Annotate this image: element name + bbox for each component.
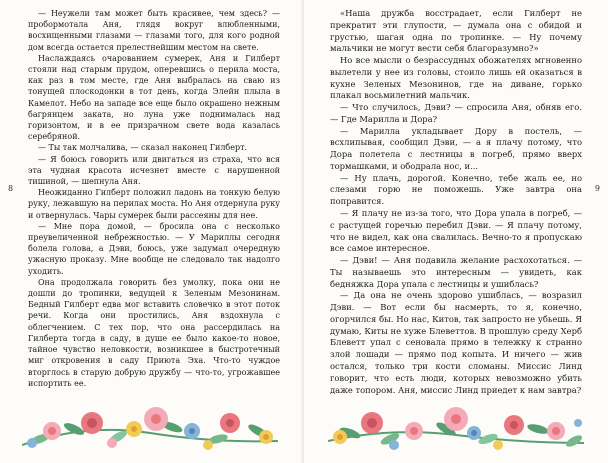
flower-garland-icon (22, 393, 278, 455)
paragraph: Но все мысли о безрассудных обожателях мгновенно вылетели у нее из головы, стоило лишь ей оказаться в кухне Зеленых Мезонинов, где на диване, горько плакал восьмилетний мальчик. (330, 55, 582, 101)
floral-border-illustration (22, 393, 278, 455)
paragraph: — Я плачу не из-за того, что Дора упала в погреб, — с растущей горечью перебил Дэви. — Я плачу потому, что не видел, как она свалилась. Вечно-то я пропускаю все самое интересное. (330, 208, 582, 254)
paragraph: — Что случилось, Дэви? — спросила Аня, обняв его. — Где Марилла и Дора? (330, 102, 582, 124)
paragraph: — Да она не очень здорово ушиблась, — возразил Дэви. — Вот если бы насмерть, то я, конечно, огорчился бы. Но нас, Китов, так запросто не убьешь. Я думаю, Киты не хуже Блеветтов. В прошлую среду Херб Блеветт упал с сеновала прямо в тележку к странно злой лошади — прямо под копыта. И ничего — жив остался, только три кости сломаны. Миссис Линд говорит, что есть люди, которых невозможно убить даже топором. Аня, миссис Линд приедет к нам завтра? (330, 290, 582, 395)
paragraph: — Неужели там может быть красивее, чем здесь? — пробормотала Аня, глядя вокруг влюбленными, восхищенными глазами — глазами того, для кого родной дом всегда остается прелестнейшим местом на свете. (28, 9, 280, 52)
page-number: 8 (8, 184, 14, 193)
paragraph: — Мне пора домой, — бросила она с несколько преувеличенной небрежностью. — У Мариллы сегодня болела голова, а Дэви, боюсь, уже задумал очередную ужасную проказу. Мне вообще не следовало так надолго уходить. (28, 221, 280, 276)
paragraph: — Ты так молчалива, — сказал наконец Гилберт. (38, 143, 248, 153)
paragraph: — Дэви! — Аня подавила желание расхохотаться. — Ты называешь это интересным — увидеть, как бедняжка Дора упала с лестницы и ушиблась? (330, 255, 582, 289)
paragraph: «Наша дружба восстрадает, если Гилберт не прекратит эти глупости, — думала она с обидой и грустью, шагая одна по тропинке. — Ну почему мальчики не могут вести себя благоразумно?» (330, 8, 582, 54)
paragraph: Неожиданно Гилберт положил ладонь на тонкую белую руку, лежавшую на перилах моста. Но Аня отдернула руку и отвернулась. Чары сумерек были рассеяны для нее. (28, 188, 280, 220)
paragraph: — Марилла укладывает Дору в постель, — всхлипывая, сообщил Дэви, — а я плачу потому, что Дора полетела с лестницы в погреб, прямо вверх тормашками, и ободрала нос, и... (330, 125, 582, 171)
paragraph: Наслаждаясь очарованием сумерек, Аня и Гилберт стояли над старым прудом, оперевшись о перила моста, как раз в том месте, где Аня выбралась на сваю из тонущей плоскодонки в тот день, когда Элейн плыла в Камелот. Небо на западе все еще было окрашено нежным багрянцем заката, но луна уже поднималась над горизонтом, и в ее призрачном свете вода казалась серебряной. (28, 53, 280, 142)
right-page-text (330, 8, 582, 396)
flower-garland-icon (328, 393, 584, 455)
paragraph: — Ну плачь, дорогой. Конечно, тебе жаль ее, но слезами горю не поможешь. Уже завтра она поправится. (330, 172, 582, 207)
paragraph: — Я боюсь говорить или двигаться из страха, что вся эта чудная красота исчезнет вместе с нарушенной тишиной, — шепнула Аня. (28, 154, 280, 187)
right-page (304, 0, 608, 463)
paragraph: Она продолжала говорить без умолку, пока они не дошли до тропинки, ведущей к Зеленым Мезонинам. Бедный Гилберт едва мог вставить словечко в этот поток речи. Когда они простились, Аня вздохнула с облегчением. С тех пор, что она рассердилась на Гилберта тогда в саду, в душе ее было какое-то новое, тайное чувство неловкости, возникшее в быстротечный миг откровения в саду Приюта Эха. Что-то чуждое вторглось в старую добрую дружбу — что-то, угрожавшее испортить ее. (28, 277, 280, 388)
floral-border-illustration (328, 393, 584, 455)
left-page-text (28, 8, 280, 389)
page-number: 9 (594, 184, 600, 193)
